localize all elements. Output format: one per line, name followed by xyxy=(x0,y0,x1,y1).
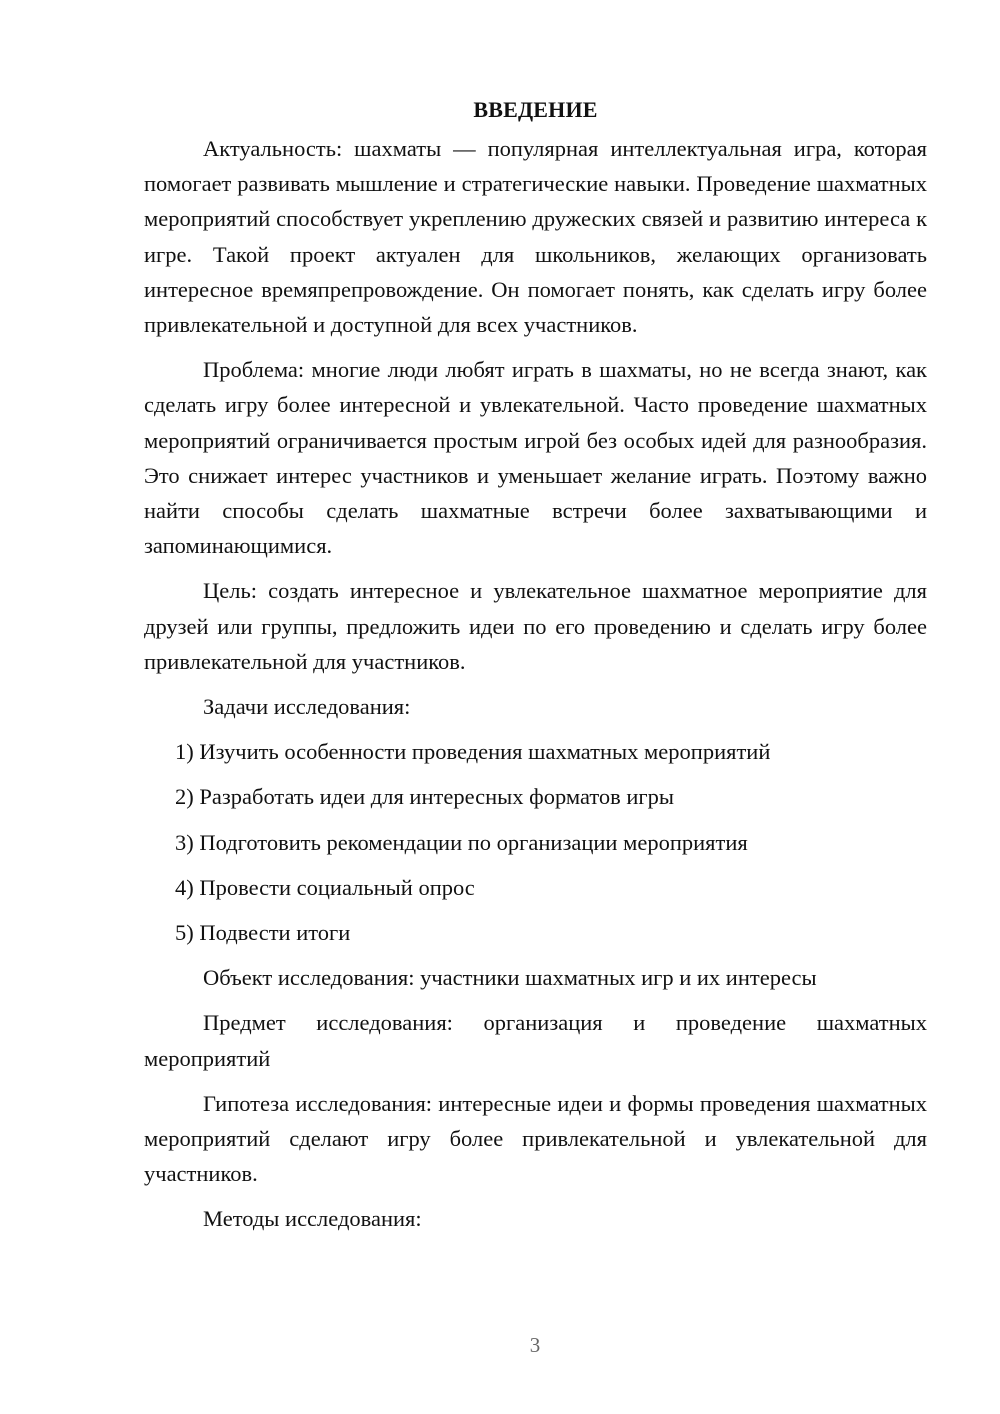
tasks-list xyxy=(144,734,927,950)
list-item: 2) Разработать идеи для интересных форматов игры xyxy=(175,784,675,810)
page-number: 3 xyxy=(529,1333,541,1357)
goal-paragraph: Цель: создать интересное и увлекательное шахматное мероприятие для друзей или группы, предложить идеи по его проведению и сделать игру более привлекательной для участников. xyxy=(144,578,927,674)
list-item: 1) Изучить особенности проведения шахматных мероприятий xyxy=(175,739,771,765)
page-content xyxy=(144,92,927,1247)
list-item: 3) Подготовить рекомендации по организации мероприятия xyxy=(175,829,748,855)
methods-heading: Методы исследования: xyxy=(203,1206,422,1232)
problem-paragraph: Проблема: многие люди любят играть в шахматы, но не всегда знают, как сделать игру более интересной и увлекательной. Часто проведение шахматных мероприятий ограничивается простым игрой без особых идей для разнообразия. Это снижает интерес участников и уменьшает желание играть. Поэтому важно найти способы сделать шахматные встречи более захватывающими и запоминающимися. xyxy=(144,357,927,559)
list-item: 5) Подвести итоги xyxy=(175,920,351,946)
section-title: ВВЕДЕНИЕ xyxy=(473,97,598,122)
tasks-heading: Задачи исследования: xyxy=(203,694,411,720)
hypothesis-paragraph: Гипотеза исследования: интересные идеи и формы проведения шахматных мероприятий сделают игру более привлекательной и увлекательной для участников. xyxy=(144,1090,927,1187)
relevance-paragraph: Актуальность: шахматы — популярная интеллектуальная игра, которая помогает развивать мышление и стратегические навыки. Проведение шахматных мероприятий способствует укреплению дружеских связей и развитию интереса к игре. Такой проект актуален для школьников, желающих организовать интересное времяпрепровождение. Он помогает понять, как сделать игру более привлекательной и доступной для всех участников. xyxy=(144,136,927,338)
object-paragraph: Объект исследования: участники шахматных игр и их интересы xyxy=(203,965,817,991)
list-item: 4) Провести социальный опрос xyxy=(175,874,475,900)
subject-paragraph: Предмет исследования: организация и проведение шахматных мероприятий xyxy=(144,1010,927,1071)
